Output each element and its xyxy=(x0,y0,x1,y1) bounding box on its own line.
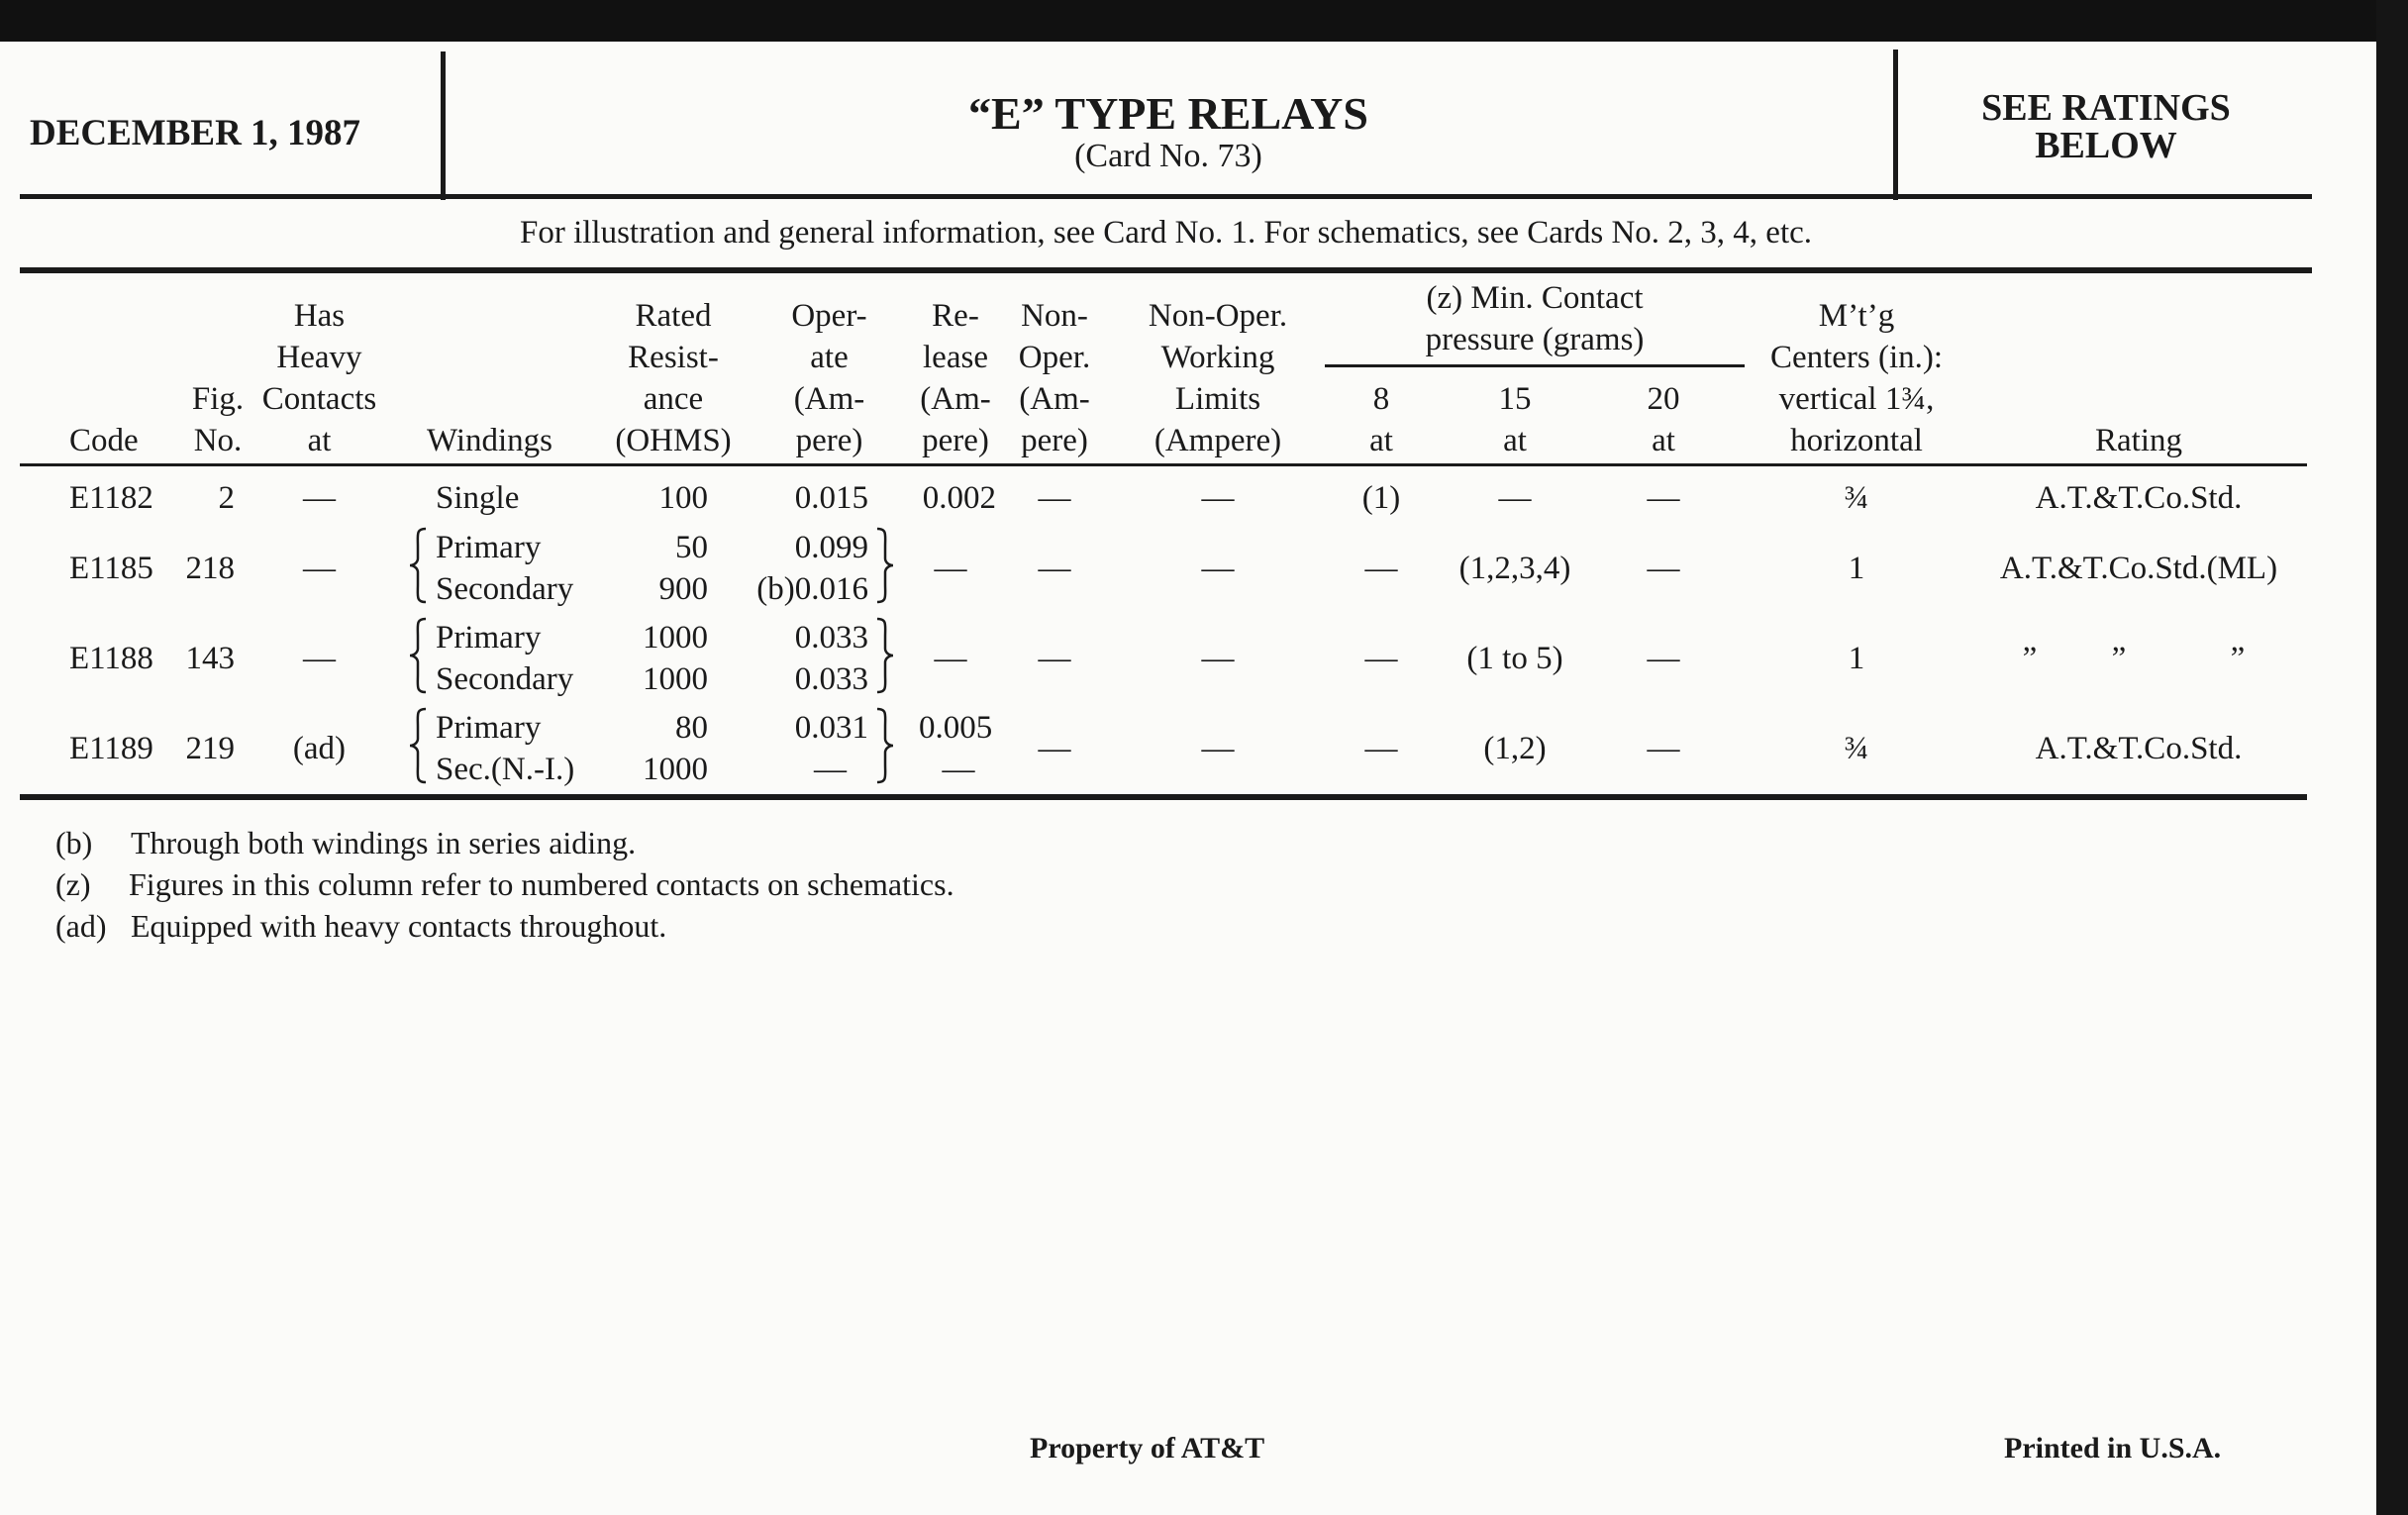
footnote-mark: (b) xyxy=(55,825,93,860)
cell-resist: 1000 xyxy=(643,752,708,787)
cell-p20: — xyxy=(1647,641,1680,676)
col-mtg-2: Centers (in.): xyxy=(1769,340,1944,375)
ratings-note-line2: BELOW xyxy=(2035,125,2177,166)
cell-p8: — xyxy=(1364,641,1398,676)
cell-mtg: ¾ xyxy=(1844,480,1869,516)
col-nonoper-1: Non- xyxy=(1021,298,1088,334)
col-working-1: Non-Oper. xyxy=(1148,298,1288,334)
cell-winding: Primary xyxy=(436,710,542,746)
col-windings: Windings xyxy=(427,423,553,458)
left-brace xyxy=(406,617,430,694)
cell-mtg: 1 xyxy=(1848,551,1865,586)
cell-operate: — xyxy=(814,752,847,787)
cell-fig: 143 xyxy=(185,641,235,676)
col-operate-1: Oper- xyxy=(791,298,867,334)
cell-p15: — xyxy=(1498,480,1532,516)
cell-release: — xyxy=(942,752,975,787)
col-nonoper-2: Oper. xyxy=(1018,340,1091,375)
card-date: DECEMBER 1, 1987 xyxy=(30,113,361,153)
cell-release: 0.002 xyxy=(922,480,996,516)
col-resist-1: Rated xyxy=(635,298,712,334)
cell-rating: A.T.&T.Co.Std.(ML) xyxy=(1999,551,2278,586)
cell-operate: 0.033 xyxy=(794,620,868,656)
cell-release: — xyxy=(934,551,967,586)
cell-operate: 0.033 xyxy=(794,661,868,697)
col-resist-3: ance xyxy=(643,381,704,417)
cell-working: — xyxy=(1201,731,1235,766)
col-p20-1: 20 xyxy=(1647,381,1680,417)
cell-winding: Sec.(N.-I.) xyxy=(436,752,575,787)
cell-fig: 2 xyxy=(218,480,235,516)
card-title: “E” TYPE RELAYS xyxy=(968,88,1368,139)
cell-operate: 0.031 xyxy=(794,710,868,746)
footnote-text: Equipped with heavy contacts throughout. xyxy=(131,908,667,944)
col-heavy-2: Heavy xyxy=(276,340,362,375)
col-release-3: (Am- xyxy=(920,381,991,417)
cell-p8: (1) xyxy=(1361,480,1401,516)
footer-printed: Printed in U.S.A. xyxy=(2004,1432,2222,1464)
cell-resist: 900 xyxy=(658,571,708,607)
col-nonoper-3: (Am- xyxy=(1019,381,1090,417)
footer-property: Property of AT&T xyxy=(1030,1432,1265,1464)
cell-nonoper: — xyxy=(1038,641,1071,676)
cell-winding: Secondary xyxy=(436,571,574,607)
col-operate-4: pere) xyxy=(795,423,863,458)
cell-p20: — xyxy=(1647,480,1680,516)
col-pressure-group-2: pressure (grams) xyxy=(1425,322,1645,357)
cell-p8: — xyxy=(1364,731,1398,766)
right-edge-shadow xyxy=(2376,0,2408,1515)
cell-p15: (1,2,3,4) xyxy=(1458,551,1571,586)
table-bottom-rule xyxy=(20,794,2307,800)
cell-release: 0.005 xyxy=(919,710,993,746)
cell-resist: 80 xyxy=(675,710,708,746)
col-operate-3: (Am- xyxy=(793,381,865,417)
cell-mtg: 1 xyxy=(1848,641,1865,676)
cell-rating-ditto: ” xyxy=(2111,641,2127,676)
cell-resist: 1000 xyxy=(643,661,708,697)
col-heavy-3: Contacts xyxy=(261,381,377,417)
cell-resist: 50 xyxy=(675,530,708,565)
cell-p15: (1 to 5) xyxy=(1466,641,1563,676)
footnote-mark: (ad) xyxy=(55,908,107,944)
cell-code: E1182 xyxy=(69,480,153,516)
cell-working: — xyxy=(1201,551,1235,586)
cell-resist: 100 xyxy=(658,480,708,516)
cell-resist: 1000 xyxy=(643,620,708,656)
col-p20-2: at xyxy=(1652,423,1675,458)
cell-fig: 219 xyxy=(185,731,235,766)
cell-winding: Single xyxy=(436,480,520,516)
col-working-3: Limits xyxy=(1174,381,1261,417)
cell-code: E1188 xyxy=(69,641,153,676)
cell-nonoper: — xyxy=(1038,731,1071,766)
col-code: Code xyxy=(69,423,139,458)
cell-rating: A.T.&T.Co.Std. xyxy=(2035,480,2243,516)
col-working-4: (Ampere) xyxy=(1154,423,1282,458)
right-brace xyxy=(873,617,897,694)
col-fig-2: No. xyxy=(193,423,243,458)
cell-code: E1189 xyxy=(69,731,153,766)
col-heavy-4: at xyxy=(307,423,332,458)
cell-rating-ditto: ” xyxy=(2230,641,2246,676)
cell-heavy: — xyxy=(303,480,336,516)
cell-nonoper: — xyxy=(1038,551,1071,586)
col-mtg-1: M’t’g xyxy=(1818,298,1895,334)
cell-working: — xyxy=(1201,480,1235,516)
cell-nonoper: — xyxy=(1038,480,1071,516)
col-mtg-3: vertical 1¾, xyxy=(1778,381,1935,417)
col-resist-2: Resist- xyxy=(628,340,719,375)
cell-winding: Primary xyxy=(436,620,542,656)
info-line: For illustration and general information, see Card No. 1. For schematics, see Cards No. 2, 3, 4, etc. xyxy=(519,215,1813,251)
cell-p20: — xyxy=(1647,731,1680,766)
col-resist-4: (OHMS) xyxy=(615,423,732,458)
footnote-text: Through both windings in series aiding. xyxy=(131,825,637,860)
col-nonoper-4: pere) xyxy=(1021,423,1088,458)
cell-heavy: — xyxy=(303,551,336,586)
cell-p8: — xyxy=(1364,551,1398,586)
right-brace xyxy=(873,527,897,604)
left-brace xyxy=(406,527,430,604)
col-p8-2: at xyxy=(1369,423,1393,458)
cell-operate: (b)0.016 xyxy=(756,571,868,607)
header-bottom-rule xyxy=(20,463,2307,466)
cell-rating: A.T.&T.Co.Std. xyxy=(2035,731,2243,766)
footnote-mark: (z) xyxy=(55,866,91,902)
cell-p20: — xyxy=(1647,551,1680,586)
left-brace xyxy=(406,707,430,784)
cell-winding: Secondary xyxy=(436,661,574,697)
footnote-text: Figures in this column refer to numbered contacts on schematics. xyxy=(129,866,954,902)
col-working-2: Working xyxy=(1160,340,1275,375)
col-p15-1: 15 xyxy=(1498,381,1532,417)
col-mtg-4: horizontal xyxy=(1790,423,1923,458)
col-p15-2: at xyxy=(1503,423,1527,458)
cell-code: E1185 xyxy=(69,551,153,586)
col-fig-1: Fig. xyxy=(191,381,245,417)
card-number: (Card No. 73) xyxy=(1074,138,1262,174)
cell-rating-ditto: ” xyxy=(2022,641,2038,676)
col-release-1: Re- xyxy=(932,298,979,334)
cell-mtg: ¾ xyxy=(1844,731,1869,766)
col-operate-2: ate xyxy=(810,340,849,375)
cell-operate: 0.015 xyxy=(794,480,868,516)
cell-working: — xyxy=(1201,641,1235,676)
cell-operate: 0.099 xyxy=(794,530,868,565)
col-rating: Rating xyxy=(2095,423,2182,458)
cell-heavy: (ad) xyxy=(292,731,347,766)
col-heavy-1: Has xyxy=(293,298,346,334)
cell-fig: 218 xyxy=(185,551,235,586)
header-rule xyxy=(20,194,2312,199)
col-pressure-group-1: (z) Min. Contact xyxy=(1426,280,1644,316)
ratings-note-line1: SEE RATINGS xyxy=(1981,87,2231,129)
pressure-group-rule xyxy=(1325,364,1745,367)
cell-winding: Primary xyxy=(436,530,542,565)
table-top-rule xyxy=(20,267,2312,273)
relay-card xyxy=(0,42,2376,1515)
col-release-2: lease xyxy=(923,340,988,375)
right-brace xyxy=(873,707,897,784)
col-release-4: pere) xyxy=(922,423,989,458)
col-p8-1: 8 xyxy=(1372,381,1390,417)
cell-release: — xyxy=(934,641,967,676)
cell-heavy: — xyxy=(303,641,336,676)
cell-p15: (1,2) xyxy=(1483,731,1547,766)
